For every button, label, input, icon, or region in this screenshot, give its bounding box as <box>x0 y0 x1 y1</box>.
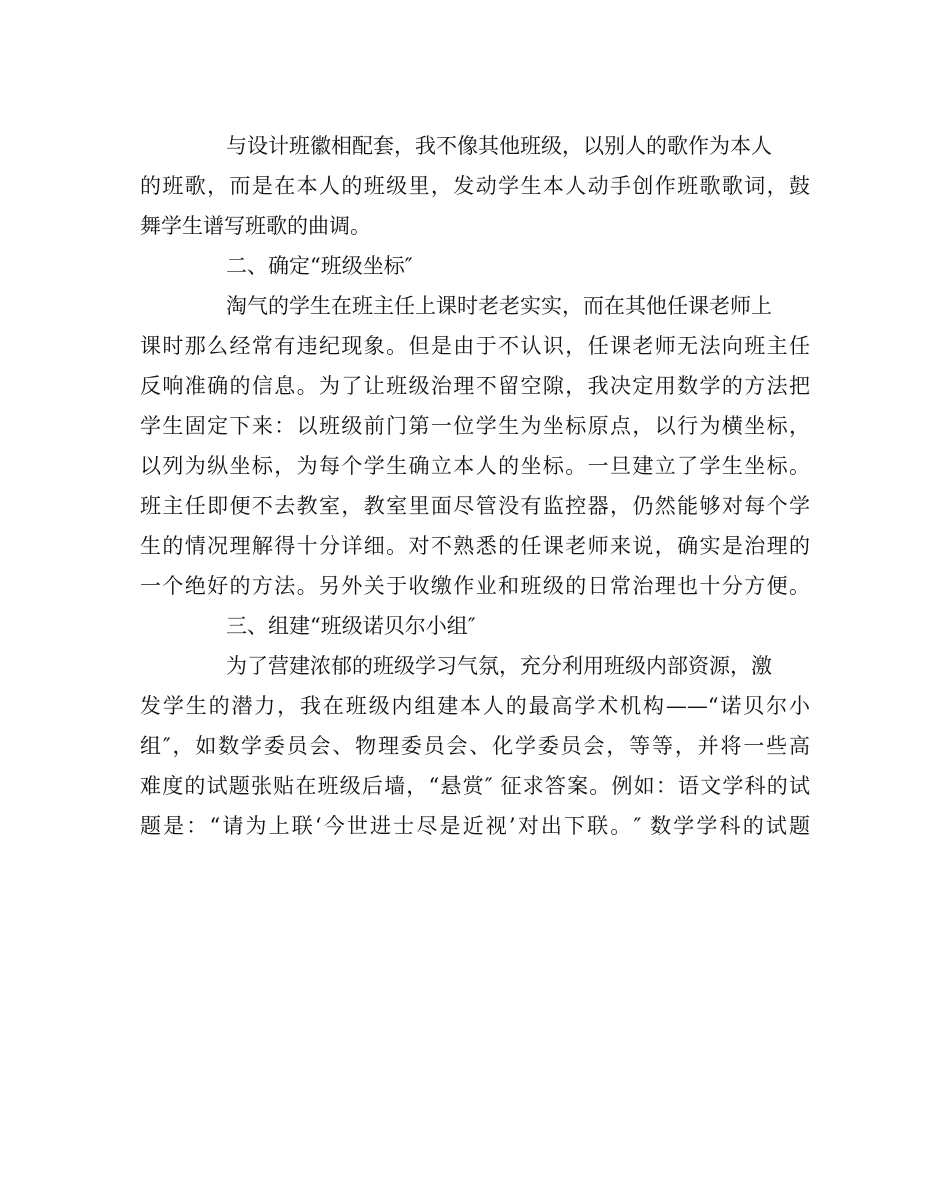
section-heading-3: 三、组建“班级诺贝尔小组″ <box>226 614 476 638</box>
text-line: 组″，如数学委员会、物理委员会、化学委员会，等等，并将一些高 <box>140 734 810 758</box>
text-line: 课时那么经常有违纪现象。但是由于不认识，任课老师无法向班主任 <box>140 334 810 358</box>
document-body <box>140 126 810 846</box>
text-line: 为了营建浓郁的班级学习气氛，充分利用班级内部资源，激 <box>226 654 772 678</box>
text-line: 淘气的学生在班主任上课时老老实实，而在其他任课老师上 <box>226 294 772 318</box>
section-heading-2: 二、确定“班级坐标″ <box>226 254 413 278</box>
text-line: 与设计班徽相配套，我不像其他班级，以别人的歌作为本人 <box>226 134 772 158</box>
text-line: 题是：“请为上联‘今世进士尽是近视’对出下联。″ 数学学科的试题 <box>140 814 810 838</box>
text-line: 生的情况理解得十分详细。对不熟悉的任课老师来说，确实是治理的 <box>140 534 810 558</box>
text-line: 以列为纵坐标，为每个学生确立本人的坐标。一旦建立了学生坐标。 <box>140 454 810 478</box>
text-line: 舞学生谱写班歌的曲调。 <box>140 214 371 238</box>
text-line: 难度的试题张贴在班级后墙，“悬赏″ 征求答案。例如：语文学科的试 <box>140 774 810 798</box>
text-line: 发学生的潜力，我在班级内组建本人的最高学术机构——“诺贝尔小 <box>140 694 810 718</box>
text-line: 一个绝好的方法。另外关于收缴作业和班级的日常治理也十分方便。 <box>140 574 810 598</box>
text-line: 学生固定下来：以班级前门第一位学生为坐标原点，以行为横坐标， <box>140 414 810 438</box>
text-line: 的班歌，而是在本人的班级里，发动学生本人动手创作班歌歌词，鼓 <box>140 174 810 198</box>
text-line: 班主任即便不去教室，教室里面尽管没有监控器，仍然能够对每个学 <box>140 494 810 518</box>
text-line: 反响准确的信息。为了让班级治理不留空隙，我决定用数学的方法把 <box>140 374 810 398</box>
